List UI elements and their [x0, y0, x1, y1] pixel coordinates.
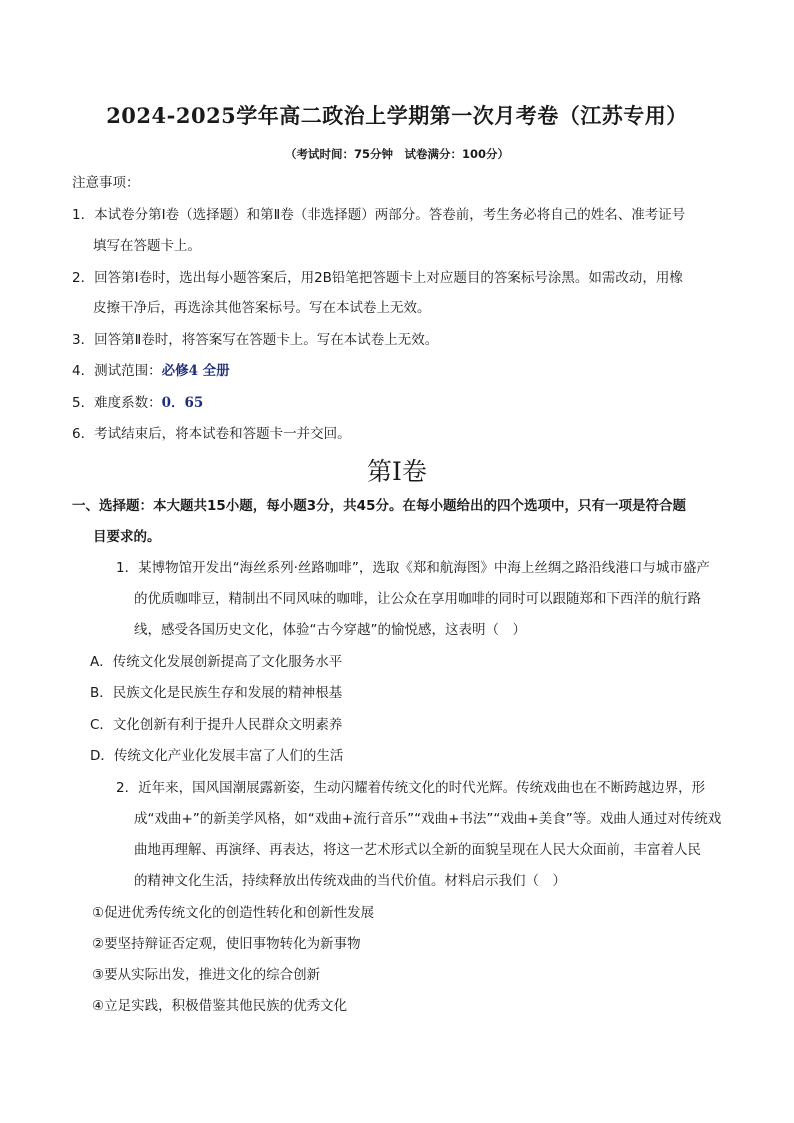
notice-item-text: 回答第Ⅱ卷时，将答案写在答题卡上。写在本试卷上无效。	[94, 332, 439, 348]
notice-item-4	[72, 361, 230, 381]
notice-item-number: 3．	[72, 332, 95, 348]
question-stem-line: 1．某博物馆开发出“海丝系列·丝路咖啡”，选取《郑和航海图》中海上丝绸之路沿线港口与城市盛产	[116, 560, 710, 576]
notice-item-label: 难度系数：	[94, 395, 162, 411]
notice-item-number: 4．	[72, 363, 95, 379]
notice-item-2	[72, 268, 683, 288]
notice-item-2-cont: 皮擦干净后，再选涂其他答案标号。写在本试卷上无效。	[93, 300, 431, 316]
notice-item-1	[72, 205, 685, 225]
option-c: C．文化创新有利于提升人民群众文明素养	[90, 717, 343, 733]
question-stem-line: 线，感受各国历史文化，体验“古今穿越”的愉悦感，这表明（ ）	[134, 622, 526, 638]
notice-item-text: 回答第Ⅰ卷时，选出每小题答案后，用2B铅笔把答题卡上对应题目的答案标号涂黑。如需改动，用橡	[94, 270, 683, 286]
question-stem-line: 的精神文化生活，持续释放出传统戏曲的当代价值。材料启示我们（ ）	[134, 873, 566, 889]
notice-item-number: 1．	[72, 207, 95, 223]
statement-1: ①促进优秀传统文化的创造性转化和创新性发展	[92, 905, 375, 921]
option-a: A．传统文化发展创新提高了文化服务水平	[90, 654, 343, 670]
difficulty-value: 0．65	[161, 395, 204, 411]
notice-item-text: 本试卷分第Ⅰ卷（选择题）和第Ⅱ卷（非选择题）两部分。答卷前，考生务必将自己的姓名、准考证号	[94, 207, 686, 223]
option-b: B．民族文化是民族生存和发展的精神根基	[90, 685, 343, 701]
notice-item-6	[72, 424, 351, 444]
statement-2: ②要坚持辩证否定观，使旧事物转化为新事物	[92, 936, 361, 952]
notice-item-1-cont: 填写在答题卡上。	[93, 238, 201, 254]
option-d: D．传统文化产业化发展丰富了人们的生活	[90, 748, 344, 764]
page-title: 2024-2025学年高二政治上学期第一次月考卷（江苏专用）	[106, 103, 688, 128]
exam-info: （考试时间：75分钟 试卷满分：100分）	[284, 147, 509, 161]
notice-item-label: 测试范围：	[94, 363, 162, 379]
statement-4: ④立足实践，积极借鉴其他民族的优秀文化	[92, 998, 348, 1014]
notice-item-number: 6．	[72, 426, 95, 442]
notice-heading: 注意事项：	[72, 175, 140, 191]
question-stem-line: 2．近年来，国风国潮展露新姿，生动闪耀着传统文化的时代光辉。传统戏曲也在不断跨越边界，形	[116, 780, 706, 796]
question-stem-line: 曲地再理解、再演绎、再表达，将这一艺术形式以全新的面貌呈现在人民大众面前，丰富着人民	[134, 842, 701, 858]
statement-3: ③要从实际出发，推进文化的综合创新	[92, 967, 321, 983]
notice-item-text: 考试结束后，将本试卷和答题卡一并交回。	[94, 426, 351, 442]
question-stem-line: 的优质咖啡豆，精制出不同风味的咖啡，让公众在享用咖啡的同时可以跟随郑和下西洋的航行路	[134, 591, 701, 607]
section-instruction-cont: 目要求的。	[93, 529, 161, 545]
notice-item-number: 2．	[72, 270, 95, 286]
notice-item-5	[72, 393, 203, 413]
notice-item-number: 5．	[72, 395, 95, 411]
section-title: 第Ⅰ卷	[367, 457, 427, 486]
section-instruction: 一、选择题：本大题共15小题，每小题3分，共45分。在每小题给出的四个选项中，只有一项是符合题	[72, 498, 686, 514]
notice-item-3	[72, 330, 438, 350]
test-scope-value: 必修4 全册	[161, 363, 230, 379]
question-stem-line: 成“戏曲+”的新美学风格，如“戏曲+流行音乐”“戏曲+书法”“戏曲+美食”等。戏曲人通过对传统戏	[134, 811, 722, 827]
